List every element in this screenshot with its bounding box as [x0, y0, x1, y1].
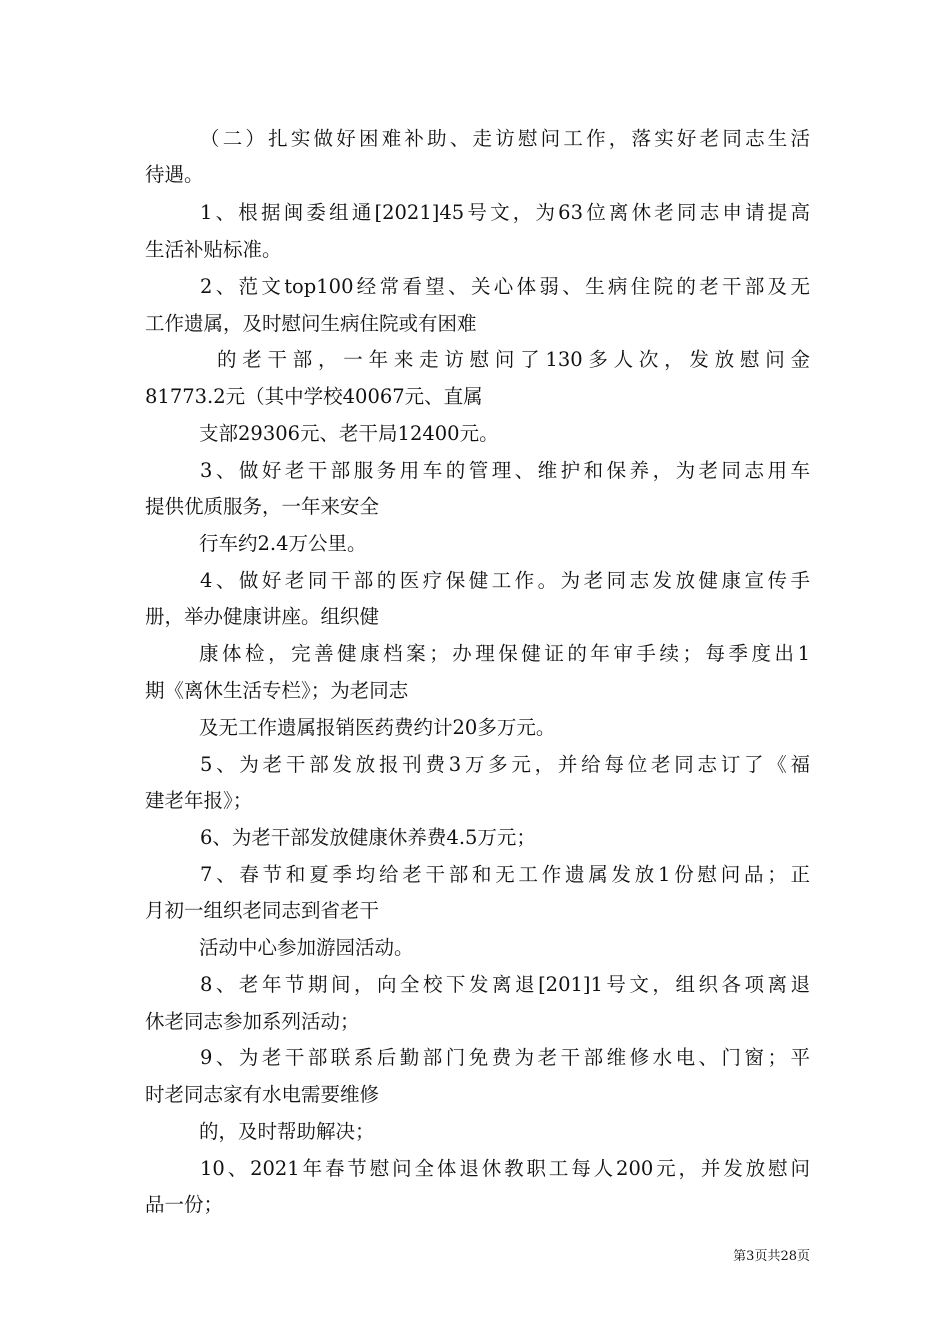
text-line: 工作遗属，及时慰问生病住院或有困难	[145, 312, 477, 335]
text-line: 活动中心参加游园活动。	[199, 936, 414, 959]
page-number-footer: 第3页共28页	[733, 1249, 810, 1264]
text-line: 的老干部，一年来走访慰问了130多人次，发放慰问金	[217, 348, 810, 371]
text-line: 5、为老干部发放报刊费3万多元，并给每位老同志订了《福	[200, 753, 810, 776]
text-line: （二）扎实做好困难补助、走访慰问工作，落实好老同志生活	[200, 127, 810, 150]
text-line: 时老同志家有水电需要维修	[145, 1083, 380, 1106]
text-line: 7、春节和夏季均给老干部和无工作遗属发放1份慰问品；正	[200, 863, 810, 886]
text-line: 品一份；	[145, 1193, 224, 1216]
text-line: 的，及时帮助解决；	[199, 1120, 375, 1143]
text-line: 册，举办健康讲座。组织健	[145, 605, 380, 628]
text-line: 2、范文top100经常看望、关心体弱、生病住院的老干部及无	[200, 275, 810, 298]
text-line: 81773.2元（其中学校40067元、直属	[145, 385, 483, 408]
text-line: 提供优质服务，一年来安全	[145, 495, 380, 518]
text-line: 待遇。	[145, 163, 204, 186]
text-line: 行车约2.4万公里。	[199, 532, 367, 555]
text-line: 8、老年节期间，向全校下发离退[201]1号文，组织各项离退	[200, 973, 810, 996]
text-line: 及无工作遗属报销医药费约计20多万元。	[199, 716, 556, 739]
text-line: 4、做好老同干部的医疗保健工作。为老同志发放健康宣传手	[200, 569, 810, 592]
text-line: 康体检，完善健康档案；办理保健证的年审手续；每季度出1	[199, 642, 810, 665]
text-line: 6、为老干部发放健康休养费4.5万元；	[200, 826, 536, 849]
text-line: 休老同志参加系列活动；	[145, 1010, 360, 1033]
text-line: 9、为老干部联系后勤部门免费为老干部维修水电、门窗；平	[200, 1046, 810, 1069]
text-line: 建老年报》；	[145, 789, 253, 812]
text-line: 生活补贴标准。	[145, 238, 282, 261]
text-line: 支部29306元、老干局12400元。	[199, 422, 499, 445]
text-line: 3、做好老干部服务用车的管理、维护和保养，为老同志用车	[200, 459, 810, 482]
text-line: 期《离休生活专栏》；为老同志	[145, 679, 409, 702]
text-line: 10、2021年春节慰问全体退休教职工每人200元，并发放慰问	[200, 1157, 810, 1180]
text-line: 月初一组织老同志到省老干	[145, 899, 380, 922]
text-line: 1、根据闽委组通[2021]45号文，为63位离休老同志申请提高	[200, 201, 810, 224]
